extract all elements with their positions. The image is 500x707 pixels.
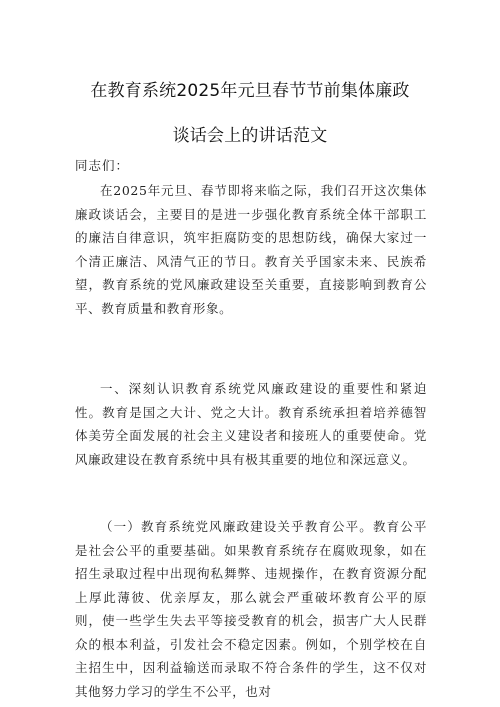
document-title-line-2: 谈话会上的讲话范文 [172,126,328,146]
document-title-line-1: 在教育系统2025年元旦春节节前集体廉政 [90,81,410,101]
salutation: 同志们： [75,158,130,173]
body-paragraph-section-one: 一、深刻认识教育系统党风廉政建设的重要性和紧迫性。教育是国之大计、党之大计。教育系统承担着培养德智体美劳全面发展的社会主义建设者和接班人的重要使命。党风廉政建设在教育系统中具有极其重要的地位和深远意义。 [75,381,427,467]
body-paragraph-intro: 在2025年元旦、春节即将来临之际，我们召开这次集体廉政谈话会，主要目的是进一步强化教育系统全体干部职工的廉洁自律意识，筑牢拒腐防变的思想防线，确保大家过一个清正廉洁、风清气正的节日。教育关乎国家未来、民族希望，教育系统的党风廉政建设至关重要，直接影响到教育公平、教育质量和教育形象。 [75,183,427,316]
body-paragraph-subsection-one: （一）教育系统党风廉政建设关乎教育公平。教育公平是社会公平的重要基础。如果教育系统存在腐败现象，如在招生录取过程中出现徇私舞弊、违规操作，在教育资源分配上厚此薄彼、优亲厚友，那么就会严重破坏教育公平的原则，使一些学生失去平等接受教育的机会，损害广大人民群众的根本利益，引发社会不稳定因素。例如，个别学校在自主招生中，因利益输送而录取不符合条件的学生，这不仅对其他努力学习的学生不公平，也对 [75,519,427,699]
